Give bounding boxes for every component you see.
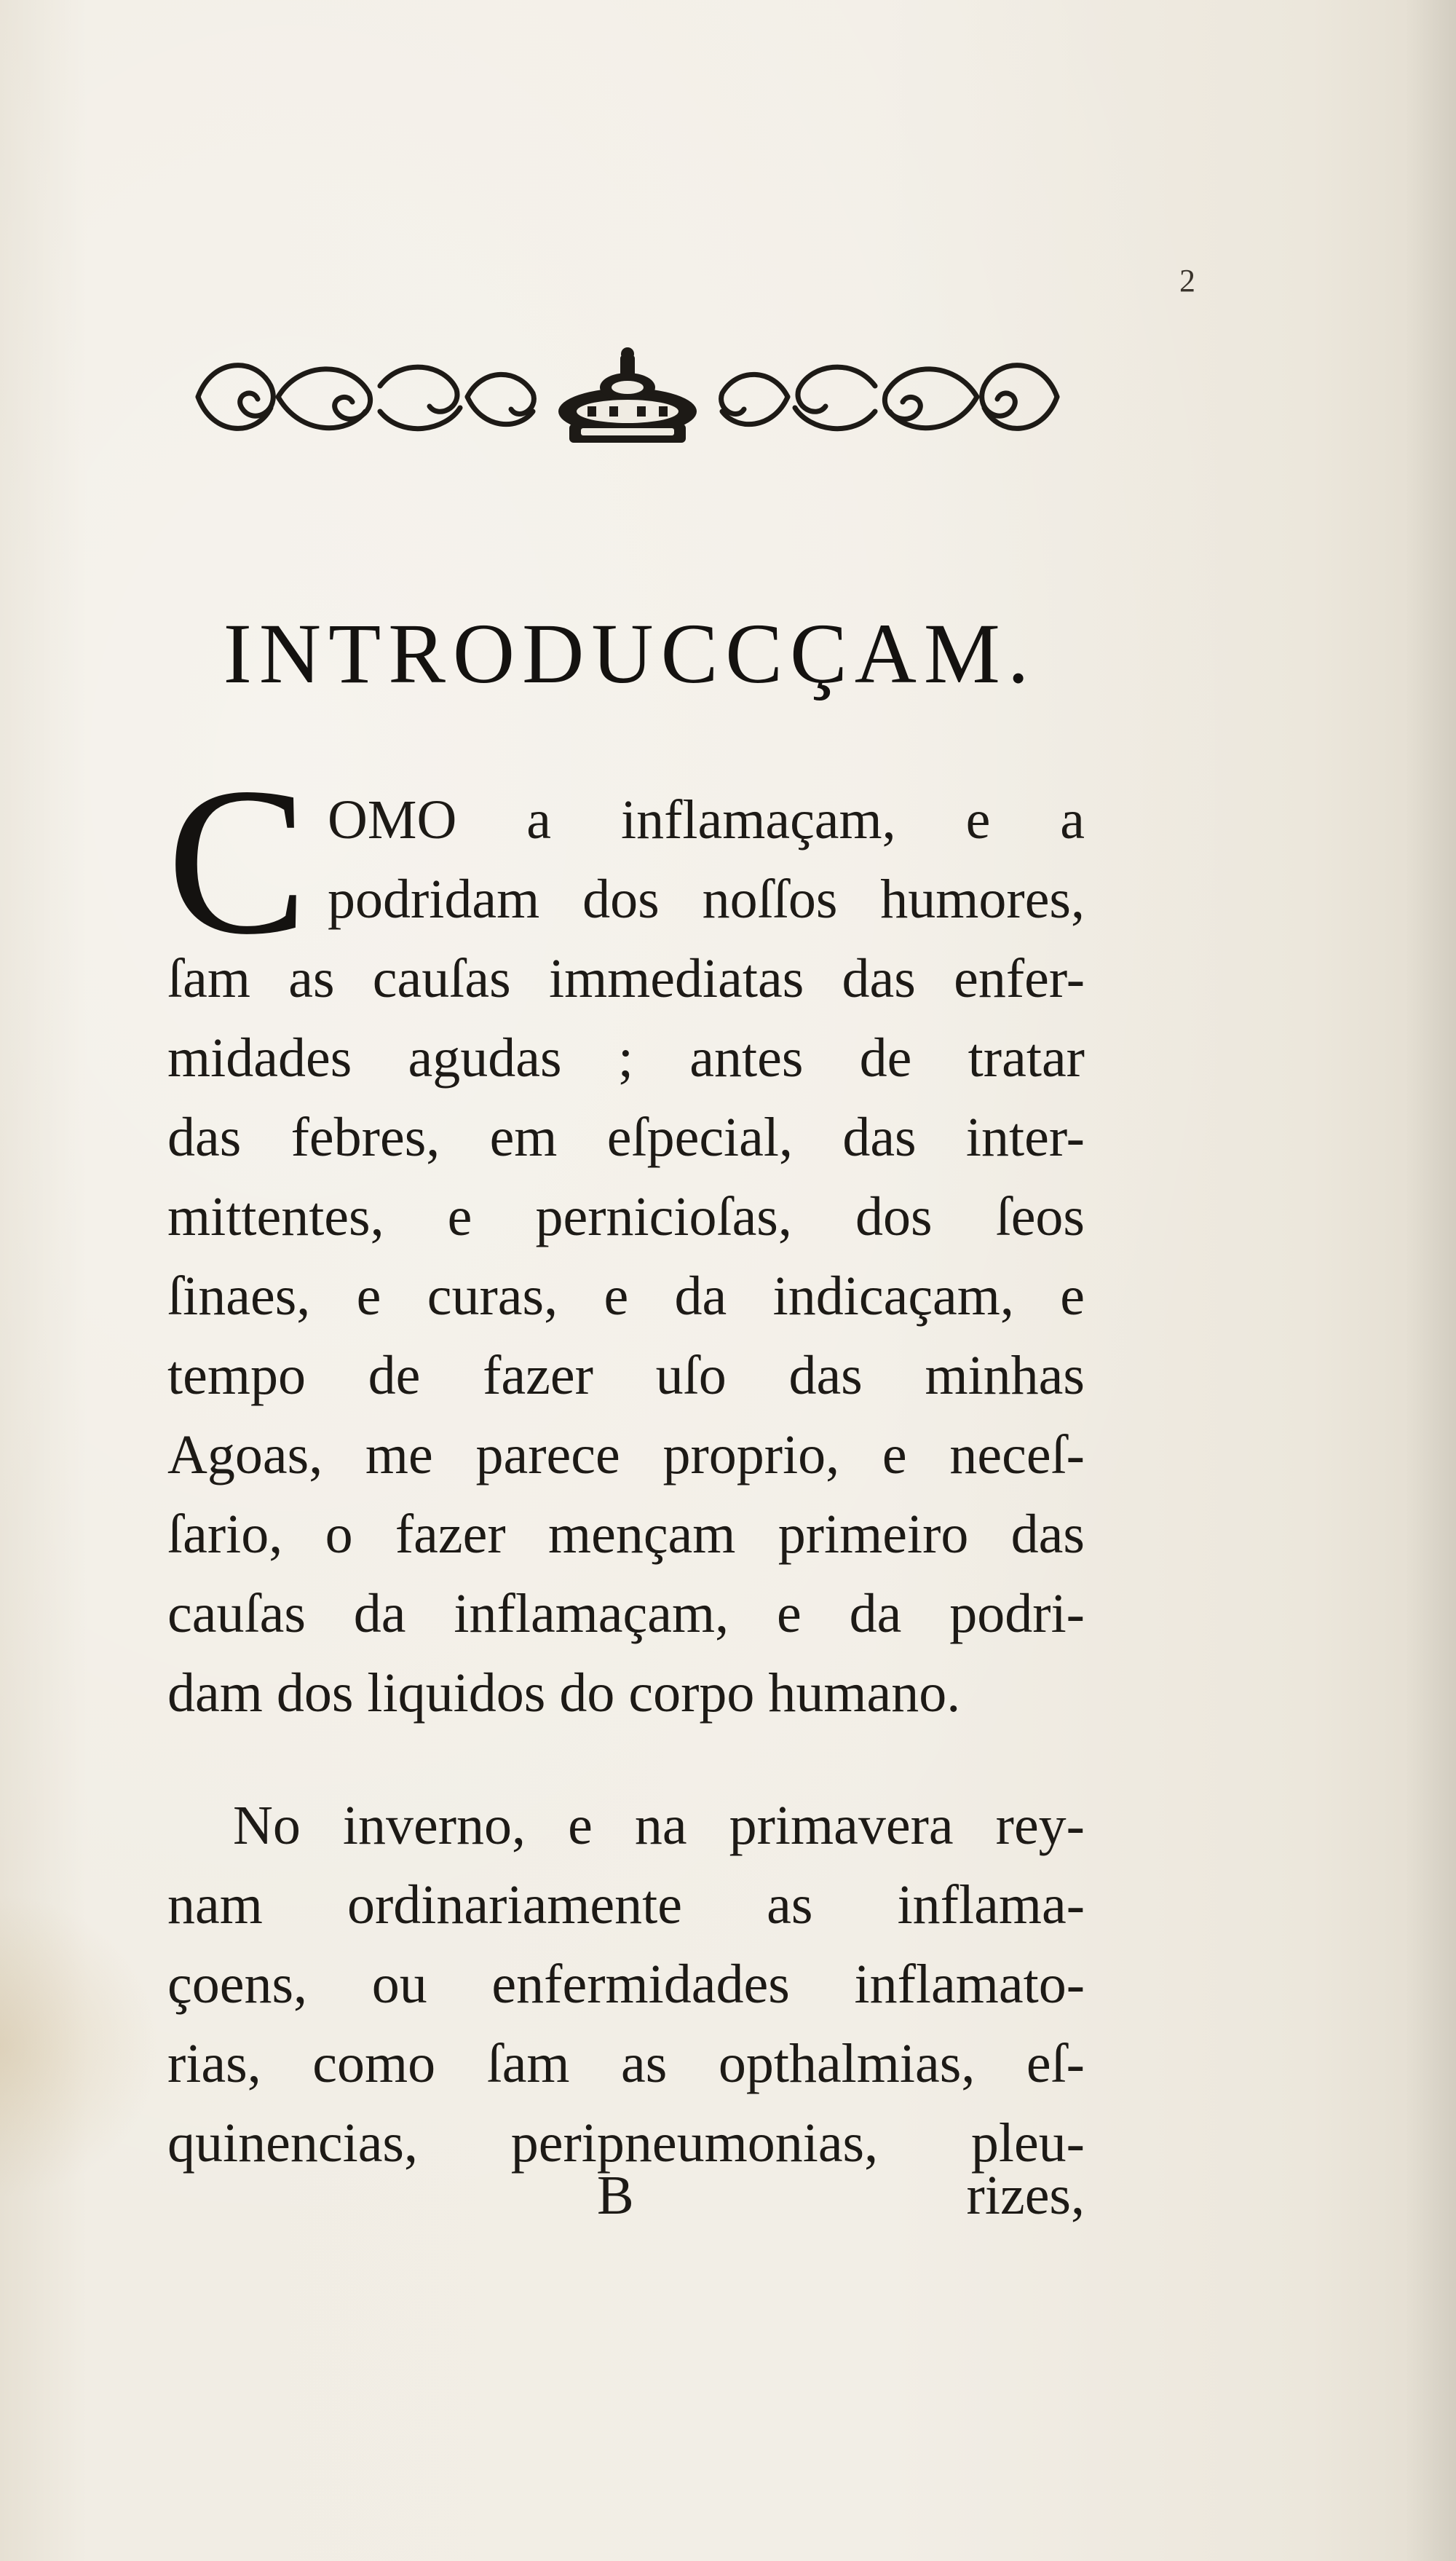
page-edge-shadow <box>1405 0 1456 2561</box>
page-number: 2 <box>1179 263 1195 299</box>
drop-cap: C <box>167 744 308 978</box>
text-line: mittentes, e pernicioſas, dos ſeos <box>167 1186 1085 1247</box>
body-text <box>167 744 1085 2183</box>
text-line: quinencias, peripneumonias, pleu- <box>167 2112 1085 2174</box>
text-line: No inverno, e na primavera rey- <box>233 1795 1085 1856</box>
text-line: Agoas, me parece proprio, e neceſ- <box>167 1424 1085 1485</box>
text-line: OMO a inflamaçam, e a <box>328 789 1085 851</box>
text-line: das febres, em eſpecial, das inter- <box>167 1107 1085 1168</box>
catchword: rizes, <box>966 2165 1085 2226</box>
signature-mark: B <box>597 2165 634 2226</box>
page-title: INTRODUCCÇAM. <box>223 606 1037 701</box>
text-line: cauſas da inflamaçam, e da podri- <box>167 1583 1085 1644</box>
text-line: ſario, o fazer mençam primeiro das <box>167 1504 1085 1565</box>
text-line: ſam as cauſas immediatas das enfer- <box>167 948 1085 1009</box>
text-line: ſinaes, e curas, e da indicaçam, e <box>167 1266 1085 1327</box>
paper-stain <box>0 1893 160 2199</box>
text-line: tempo de fazer uſo das minhas <box>167 1345 1085 1406</box>
headpiece-ornament-icon <box>191 342 1064 451</box>
text-line: nam ordinariamente as inflama- <box>167 1874 1085 1935</box>
text-line: midades agudas ; antes de tratar <box>167 1027 1085 1089</box>
text-line: rias, como ſam as opthalmias, eſ- <box>167 2033 1085 2094</box>
text-line: dam dos liquidos do corpo humano. <box>167 1662 961 1724</box>
text-line: podridam dos noſſos humores, <box>328 869 1085 930</box>
paragraph-break <box>167 1733 1085 1786</box>
page-footer <box>167 2164 1085 2252</box>
text-line: çoens, ou enfermidades inflamato- <box>167 1954 1085 2015</box>
